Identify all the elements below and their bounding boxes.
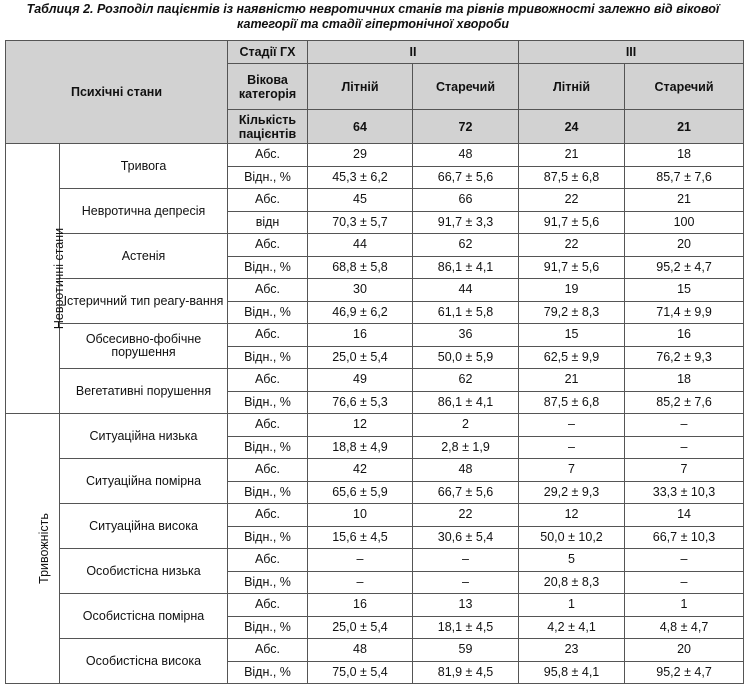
abs-value-cell: 45 bbox=[308, 189, 413, 212]
rel-value-cell: 29,2 ± 9,3 bbox=[519, 481, 625, 504]
abs-value-cell: 16 bbox=[308, 324, 413, 347]
rel-label: Відн., % bbox=[228, 301, 308, 324]
abs-value-cell: 5 bbox=[519, 549, 625, 572]
rel-value-cell: 30,6 ± 5,4 bbox=[413, 526, 519, 549]
rel-label: Відн., % bbox=[228, 256, 308, 279]
rel-label: Відн., % bbox=[228, 481, 308, 504]
rel-value-cell: 68,8 ± 5,8 bbox=[308, 256, 413, 279]
abs-value-cell: 7 bbox=[519, 459, 625, 482]
abs-value-cell: 19 bbox=[519, 279, 625, 302]
rel-value-cell: 25,0 ± 5,4 bbox=[308, 616, 413, 639]
abs-value-cell: 20 bbox=[625, 639, 744, 662]
abs-value-cell: 15 bbox=[625, 279, 744, 302]
rel-label: відн bbox=[228, 211, 308, 234]
mental-states-header: Психічні стани bbox=[6, 41, 228, 144]
rel-value-cell: 95,2 ± 4,7 bbox=[625, 256, 744, 279]
abs-value-cell: 30 bbox=[308, 279, 413, 302]
state-name: Особистісна помірна bbox=[60, 594, 228, 639]
table-row bbox=[6, 594, 744, 617]
rel-value-cell: 50,0 ± 5,9 bbox=[413, 346, 519, 369]
rel-value-cell: 65,6 ± 5,9 bbox=[308, 481, 413, 504]
group-label-neurotic bbox=[6, 144, 67, 414]
abs-value-cell: 36 bbox=[413, 324, 519, 347]
abs-value-cell: 22 bbox=[519, 234, 625, 257]
table-body bbox=[6, 144, 744, 684]
state-name: Ситуаційна помірна bbox=[60, 459, 228, 504]
abs-value-cell: 20 bbox=[625, 234, 744, 257]
abs-label: Абс. bbox=[228, 414, 308, 437]
state-name: Особистісна висока bbox=[60, 639, 228, 684]
abs-value-cell: 1 bbox=[625, 594, 744, 617]
abs-value-cell: 44 bbox=[308, 234, 413, 257]
rel-value-cell: 66,7 ± 10,3 bbox=[625, 526, 744, 549]
abs-value-cell: 21 bbox=[519, 369, 625, 392]
abs-value-cell: – bbox=[308, 549, 413, 572]
table-row bbox=[6, 324, 744, 347]
rel-value-cell: 86,1 ± 4,1 bbox=[413, 391, 519, 414]
rel-value-cell: 85,2 ± 7,6 bbox=[625, 391, 744, 414]
group-label-anxiety bbox=[6, 414, 60, 684]
abs-value-cell: 48 bbox=[308, 639, 413, 662]
rel-label: Відн., % bbox=[228, 346, 308, 369]
rel-value-cell: 33,3 ± 10,3 bbox=[625, 481, 744, 504]
rel-value-cell: 95,8 ± 4,1 bbox=[519, 661, 625, 684]
abs-value-cell: 2 bbox=[413, 414, 519, 437]
abs-label: Абс. bbox=[228, 144, 308, 167]
rel-value-cell: 20,8 ± 8,3 bbox=[519, 571, 625, 594]
rel-value-cell: 81,9 ± 4,5 bbox=[413, 661, 519, 684]
abs-value-cell: 59 bbox=[413, 639, 519, 662]
state-name: Ситуаційна низька bbox=[60, 414, 228, 459]
table-row bbox=[6, 549, 744, 572]
rel-value-cell: 91,7 ± 3,3 bbox=[413, 211, 519, 234]
abs-value-cell: 12 bbox=[519, 504, 625, 527]
abs-value-cell: – bbox=[625, 414, 744, 437]
rel-value-cell: 95,2 ± 4,7 bbox=[625, 661, 744, 684]
rel-value-cell: 79,2 ± 8,3 bbox=[519, 301, 625, 324]
rel-label: Відн., % bbox=[228, 436, 308, 459]
age-senile-stage3: Старечий bbox=[625, 64, 744, 110]
count-cell: 72 bbox=[413, 110, 519, 144]
rel-value-cell: 45,3 ± 6,2 bbox=[308, 166, 413, 189]
rel-value-cell: 91,7 ± 5,6 bbox=[519, 256, 625, 279]
state-name: Невротична депресія bbox=[60, 189, 228, 234]
group-label-text: Тривожність bbox=[36, 513, 51, 584]
rel-value-cell: 87,5 ± 6,8 bbox=[519, 166, 625, 189]
state-name: Істеричний тип реагу-вання bbox=[60, 279, 228, 324]
rel-label: Відн., % bbox=[228, 166, 308, 189]
abs-value-cell: 21 bbox=[519, 144, 625, 167]
abs-value-cell: 14 bbox=[625, 504, 744, 527]
rel-value-cell: 25,0 ± 5,4 bbox=[308, 346, 413, 369]
rel-value-cell: – bbox=[413, 571, 519, 594]
patient-count-label: Кількість пацієнтів bbox=[228, 110, 308, 144]
rel-value-cell: 4,2 ± 4,1 bbox=[519, 616, 625, 639]
table-row bbox=[6, 279, 744, 302]
age-senile-stage2: Старечий bbox=[413, 64, 519, 110]
table-row bbox=[6, 414, 744, 437]
rel-value-cell: 100 bbox=[625, 211, 744, 234]
state-name: Особистісна низька bbox=[60, 549, 228, 594]
stage-2-header: II bbox=[308, 41, 519, 64]
rel-label: Відн., % bbox=[228, 526, 308, 549]
count-cell: 24 bbox=[519, 110, 625, 144]
rel-value-cell: 46,9 ± 6,2 bbox=[308, 301, 413, 324]
table-row bbox=[6, 189, 744, 212]
count-cell: 21 bbox=[625, 110, 744, 144]
table-header bbox=[6, 41, 744, 144]
table-row bbox=[6, 144, 744, 167]
group-label-text: Невротичні стани bbox=[52, 227, 67, 330]
rel-value-cell: 91,7 ± 5,6 bbox=[519, 211, 625, 234]
rel-value-cell: 86,1 ± 4,1 bbox=[413, 256, 519, 279]
rel-label: Відн., % bbox=[228, 391, 308, 414]
table-row bbox=[6, 504, 744, 527]
state-name: Вегетативні порушення bbox=[60, 369, 228, 414]
rel-value-cell: 87,5 ± 6,8 bbox=[519, 391, 625, 414]
abs-value-cell: 13 bbox=[413, 594, 519, 617]
abs-value-cell: 49 bbox=[308, 369, 413, 392]
age-category-label: Вікова категорія bbox=[228, 64, 308, 110]
table-row bbox=[6, 639, 744, 662]
abs-value-cell: 18 bbox=[625, 369, 744, 392]
abs-value-cell: 48 bbox=[413, 144, 519, 167]
abs-value-cell: 66 bbox=[413, 189, 519, 212]
abs-value-cell: – bbox=[519, 414, 625, 437]
rel-value-cell: – bbox=[625, 571, 744, 594]
stage-label: Стадії ГХ bbox=[228, 41, 308, 64]
state-name: Обсесивно-фобічне порушення bbox=[60, 324, 228, 369]
table-row bbox=[6, 459, 744, 482]
rel-value-cell: 75,0 ± 5,4 bbox=[308, 661, 413, 684]
abs-label: Абс. bbox=[228, 549, 308, 572]
stage-3-header: III bbox=[519, 41, 744, 64]
abs-value-cell: 62 bbox=[413, 369, 519, 392]
abs-value-cell: 62 bbox=[413, 234, 519, 257]
rel-value-cell: 15,6 ± 4,5 bbox=[308, 526, 413, 549]
rel-value-cell: – bbox=[519, 436, 625, 459]
rel-value-cell: – bbox=[625, 436, 744, 459]
abs-label: Абс. bbox=[228, 369, 308, 392]
abs-value-cell: 44 bbox=[413, 279, 519, 302]
abs-value-cell: 16 bbox=[625, 324, 744, 347]
abs-value-cell: 16 bbox=[308, 594, 413, 617]
age-elderly-stage3: Літній bbox=[519, 64, 625, 110]
rel-value-cell: 66,7 ± 5,6 bbox=[413, 166, 519, 189]
table-row bbox=[6, 369, 744, 392]
rel-value-cell: 76,6 ± 5,3 bbox=[308, 391, 413, 414]
count-cell: 64 bbox=[308, 110, 413, 144]
table-caption: Таблиця 2. Розподіл пацієнтів із наявністю невротичних станів та рівнів тривожності залежно від вікової категорії та стадії гіпертонічної хвороби bbox=[26, 2, 720, 31]
rel-value-cell: 18,8 ± 4,9 bbox=[308, 436, 413, 459]
abs-value-cell: 48 bbox=[413, 459, 519, 482]
abs-label: Абс. bbox=[228, 324, 308, 347]
age-elderly-stage2: Літній bbox=[308, 64, 413, 110]
abs-label: Абс. bbox=[228, 594, 308, 617]
rel-value-cell: 18,1 ± 4,5 bbox=[413, 616, 519, 639]
rel-value-cell: 50,0 ± 10,2 bbox=[519, 526, 625, 549]
abs-value-cell: 23 bbox=[519, 639, 625, 662]
rel-value-cell: 85,7 ± 7,6 bbox=[625, 166, 744, 189]
abs-value-cell: 29 bbox=[308, 144, 413, 167]
rel-value-cell: 61,1 ± 5,8 bbox=[413, 301, 519, 324]
abs-value-cell: 22 bbox=[413, 504, 519, 527]
abs-label: Абс. bbox=[228, 279, 308, 302]
abs-label: Абс. bbox=[228, 639, 308, 662]
abs-value-cell: 12 bbox=[308, 414, 413, 437]
abs-value-cell: – bbox=[625, 549, 744, 572]
rel-value-cell: 4,8 ± 4,7 bbox=[625, 616, 744, 639]
data-table bbox=[5, 40, 744, 684]
rel-label: Відн., % bbox=[228, 661, 308, 684]
rel-label: Відн., % bbox=[228, 571, 308, 594]
abs-value-cell: 15 bbox=[519, 324, 625, 347]
rel-value-cell: 71,4 ± 9,9 bbox=[625, 301, 744, 324]
abs-value-cell: 10 bbox=[308, 504, 413, 527]
rel-label: Відн., % bbox=[228, 616, 308, 639]
rel-value-cell: – bbox=[308, 571, 413, 594]
abs-value-cell: 1 bbox=[519, 594, 625, 617]
table-row bbox=[6, 234, 744, 257]
abs-label: Абс. bbox=[228, 504, 308, 527]
rel-value-cell: 70,3 ± 5,7 bbox=[308, 211, 413, 234]
state-name: Ситуаційна висока bbox=[60, 504, 228, 549]
abs-value-cell: 42 bbox=[308, 459, 413, 482]
abs-value-cell: – bbox=[413, 549, 519, 572]
abs-label: Абс. bbox=[228, 459, 308, 482]
abs-value-cell: 21 bbox=[625, 189, 744, 212]
state-name: Тривога bbox=[60, 144, 228, 189]
abs-value-cell: 22 bbox=[519, 189, 625, 212]
abs-value-cell: 7 bbox=[625, 459, 744, 482]
rel-value-cell: 66,7 ± 5,6 bbox=[413, 481, 519, 504]
rel-value-cell: 76,2 ± 9,3 bbox=[625, 346, 744, 369]
rel-value-cell: 2,8 ± 1,9 bbox=[413, 436, 519, 459]
rel-value-cell: 62,5 ± 9,9 bbox=[519, 346, 625, 369]
state-name: Астенія bbox=[60, 234, 228, 279]
abs-label: Абс. bbox=[228, 189, 308, 212]
abs-value-cell: 18 bbox=[625, 144, 744, 167]
abs-label: Абс. bbox=[228, 234, 308, 257]
